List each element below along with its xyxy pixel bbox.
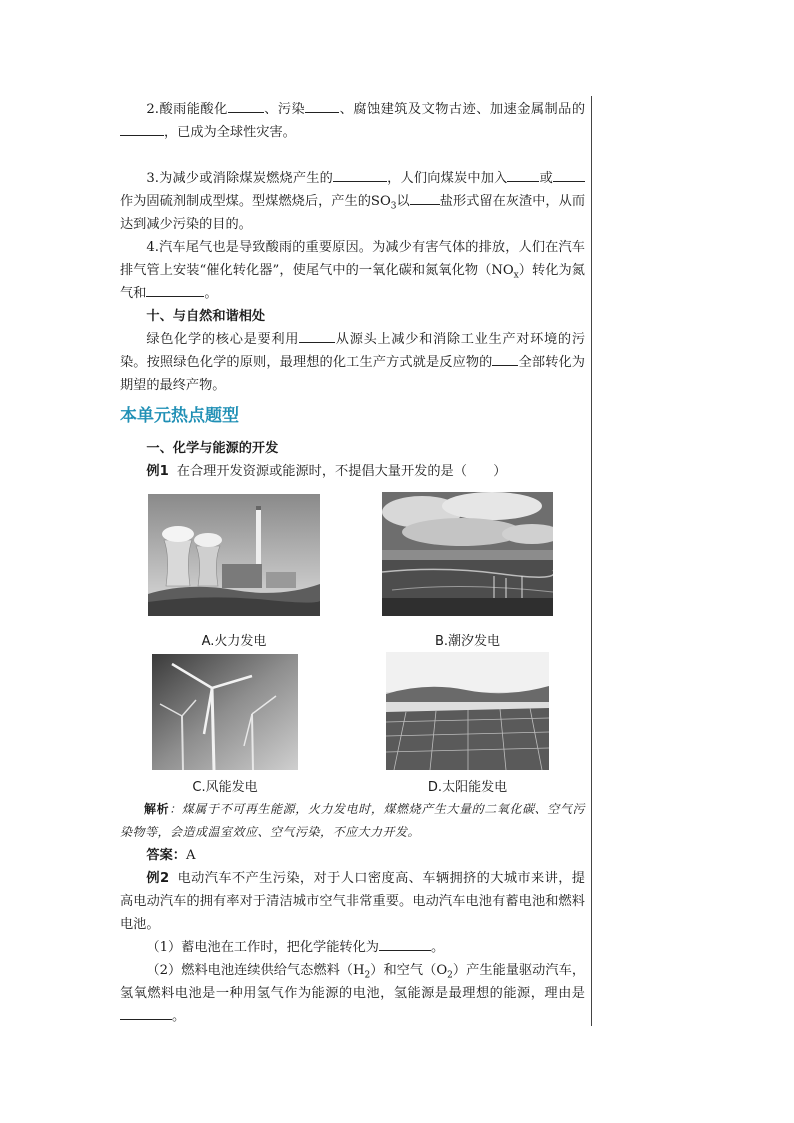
answer-blank[interactable] [305,98,339,113]
option-c-caption: C.风能发电 [192,780,258,795]
example-2: 例2 电动汽车不产生污染，对于人口密度高、车辆拥挤的大城市来讲，提高电动汽车的拥有率对于清洁城市空气非常重要。电动汽车电池有蓄电池和燃料电池。 [120,871,585,932]
answer-blank[interactable] [379,936,431,951]
answer-label: 答案： [146,848,186,863]
question-3: 3.为减少或消除煤炭燃烧产生的 ，人们向煤炭中加入 或作为固硫剂制成型煤。型煤燃烧后，产生的$SO_3$以 盐形式留在灰渣中，从而达到减少污染的目的。 [120,167,585,236]
example-2-sub-1: （1）蓄电池在工作时，把化学能转化为 。 [120,936,585,959]
answer-blank[interactable] [492,351,518,366]
answer-blank[interactable] [228,98,264,113]
answer-blank[interactable] [553,167,585,182]
answer-blank[interactable] [120,1005,172,1020]
answer-blank[interactable] [146,282,204,297]
answer-blank[interactable] [410,190,440,205]
section-10-body: 绿色化学的核心是要利用 从源头上减少和消除工业生产对环境的污染。按照绿色化学的原则，最理想的化工生产方式就是反应物的 全部转化为期望的最终产物。 [120,328,585,397]
example-2-sub-2: （2）燃料电池连续供给气态燃料$(H_2)$和空气$(O_2)$产生能量驱动汽车，氢氧燃料电池是一种用氢气作为能源的电池，氢能源是最理想的能源，理由是。 [120,963,586,1024]
example-1: 例1 在合理开发资源或能源时，不提倡大量开发的是（ ） [146,464,507,479]
solar-power-image [386,652,549,770]
answer: 答案：A [146,848,196,863]
answer-blank[interactable] [333,167,387,182]
lower-content [120,798,585,1028]
tidal-power-image [382,492,553,616]
upper-content [120,98,585,483]
option-d-caption: D.太阳能发电 [427,780,508,795]
wind-power-image [152,654,298,770]
question-4: 4.汽车尾气也是导致酸雨的重要原因。为减少有害气体的排放，人们在汽车排气管上安装“催化转化器”，使尾气中的一氧化碳和氮氧化物$(NO_x)$转化为氮气和 。 [120,240,585,301]
margin-rule [591,96,592,1026]
section-10-title: 十、与自然和谐相处 [146,309,266,324]
example-label: 例1 [146,464,169,479]
section-1-title: 一、化学与能源的开发 [146,441,279,456]
answer-blank[interactable] [507,167,539,182]
options-figures [120,492,585,795]
unit-title: 本单元热点题型 [120,406,239,426]
example-label: 例2 [146,871,170,886]
option-a-caption: A.火力发电 [201,634,267,649]
answer-blank[interactable] [299,328,335,343]
thermal-power-image [148,494,320,616]
answer-blank[interactable] [120,121,164,136]
option-b-caption: B.潮汐发电 [434,634,501,649]
analysis-label: 解析 [144,802,170,816]
question-2: 2.酸雨能酸化 、污染 、腐蚀建筑及文物古迹、加速金属制品的，已成为全球性灾害。 [120,98,585,144]
analysis: 解析：煤属于不可再生能源，火力发电时，煤燃烧产生大量的二氧化碳、空气污染物等，会造成温室效应、空气污染，不应大力开发。 [120,802,585,839]
